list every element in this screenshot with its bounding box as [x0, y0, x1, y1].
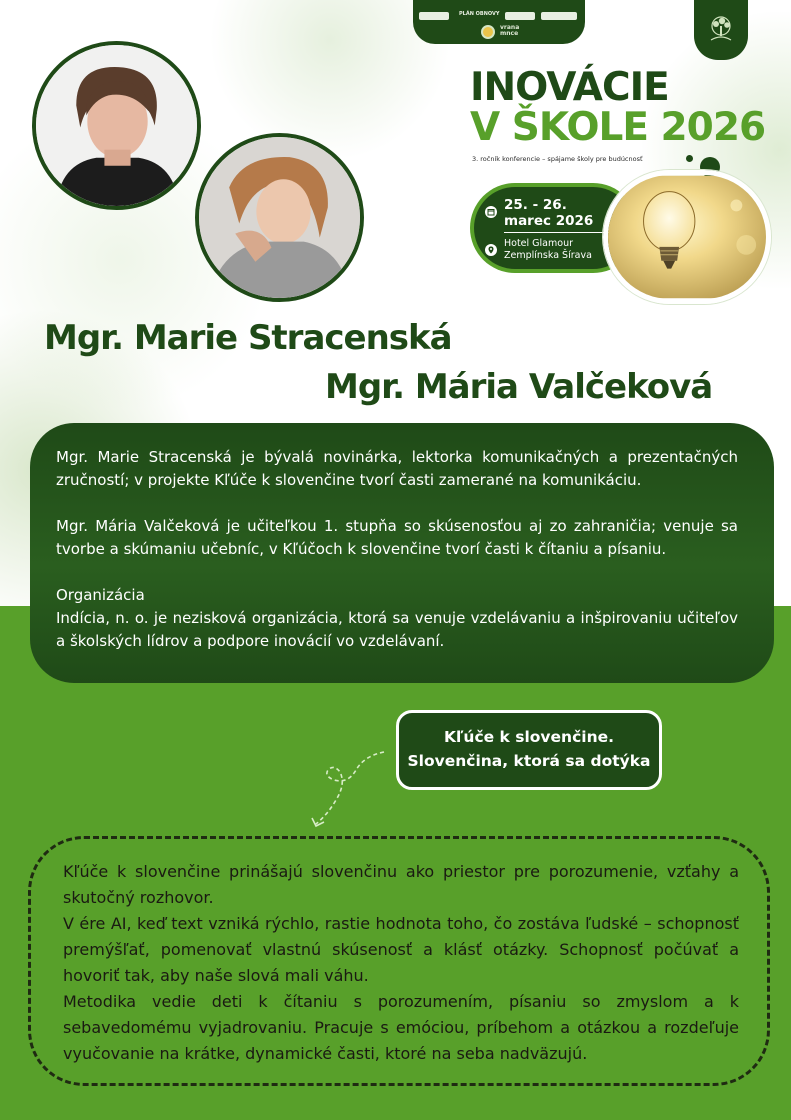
brand-logo-icon — [481, 25, 495, 39]
session-description-box — [28, 836, 770, 1086]
conference-subtitle: 3. ročník konferencie – spájame školy pre budúcnosť — [472, 155, 643, 163]
event-location-line1: Hotel Glamour — [504, 238, 574, 249]
speaker-1-portrait — [36, 45, 197, 206]
decor-dot-small — [686, 155, 693, 162]
tree-icon — [703, 12, 739, 48]
light-bulb-icon — [608, 175, 766, 299]
speaker-photo-2 — [195, 133, 364, 302]
speaker-name-2: Mgr. Mária Valčeková — [325, 367, 713, 407]
speaker-bio-box — [30, 423, 774, 683]
bio-paragraph-1: Mgr. Marie Stracenská je bývalá novinárka, lektorka komunikačných a prezentačných zručností; v projekte Kľúče k slovenčine tvorí časti zamerané na komunikáciu. — [56, 448, 738, 489]
brand-line1: vrana — [500, 24, 520, 31]
description-paragraph-3: Metodika vedie deti k čítaniu s porozumením, písaniu so zmyslom a k sebavedomému vyjadrovaniu. Pracuje s emóciou, príbehom a otázkou a rozdeľuje vyučovanie na krátke, dynamické časti, ktoré na seba nadväzujú. — [63, 992, 739, 1063]
sponsor-logo-bar — [413, 0, 585, 44]
session-title-box — [396, 710, 662, 790]
title-line-1: INOVÁCIE — [470, 65, 669, 110]
ministry-logo — [505, 12, 535, 20]
speaker-2-portrait — [199, 137, 360, 298]
conference-title — [470, 65, 766, 150]
calendar-icon — [485, 206, 497, 218]
organization-heading: Organizácia — [56, 586, 145, 604]
description-paragraph-1: Kľúče k slovenčine prinášajú slovenčinu ako priestor pre porozumenie, vzťahy a skutočný rozhovor. — [63, 862, 739, 907]
event-location-line2: Zemplínska Šírava — [504, 250, 592, 261]
light-bulb-image — [603, 170, 771, 304]
speaker-photo-1 — [32, 41, 201, 210]
organization-text: Indícia, n. o. je nezisková organizácia, ktorá sa venuje vzdelávaniu a inšpirovaniu učiteľov a školských lídrov a podpore inovácií vo vzdelávaní. — [56, 609, 738, 650]
event-location — [504, 238, 592, 262]
arrow-doodle-icon — [306, 740, 396, 832]
eu-logo — [419, 12, 449, 20]
event-date — [504, 197, 593, 229]
brand-line2: mnce — [500, 30, 519, 37]
session-title-line1: Kľúče k slovenčine. — [443, 728, 615, 746]
organization-section — [56, 584, 738, 653]
event-divider — [504, 232, 614, 233]
description-paragraph-2: V ére AI, keď text vzniká rýchlo, rastie hodnota toho, čo zostáva ľudské – schopnosť premýšľať, pomenovať vlastnú skúsenosť a klásť otázky. Schopnosť počúvať a hovoriť tak, aby naše slová mali váhu. — [63, 914, 739, 985]
speaker-name-1: Mgr. Marie Stracenská — [44, 318, 452, 358]
tree-badge — [694, 0, 748, 60]
brand-logo-text — [500, 25, 519, 37]
title-line-2: V ŠKOLE 2026 — [470, 105, 766, 150]
event-date-line1: 25. - 26. — [504, 197, 567, 213]
session-title-line2: Slovenčina, ktorá sa dotýka — [407, 752, 651, 770]
institute-logo — [541, 12, 577, 20]
location-pin-icon — [485, 244, 497, 256]
event-date-line2: marec 2026 — [504, 213, 594, 229]
plan-obnovy-logo: PLÁN OBNOVY — [459, 11, 500, 17]
bio-paragraph-2: Mgr. Mária Valčeková je učiteľkou 1. stupňa so skúsenosťou aj zo zahraničia; venuje sa tvorbe a skúmaniu učebníc, v Kľúčoch k slovenčine tvorí časti k čítaniu a písaniu. — [56, 517, 738, 558]
